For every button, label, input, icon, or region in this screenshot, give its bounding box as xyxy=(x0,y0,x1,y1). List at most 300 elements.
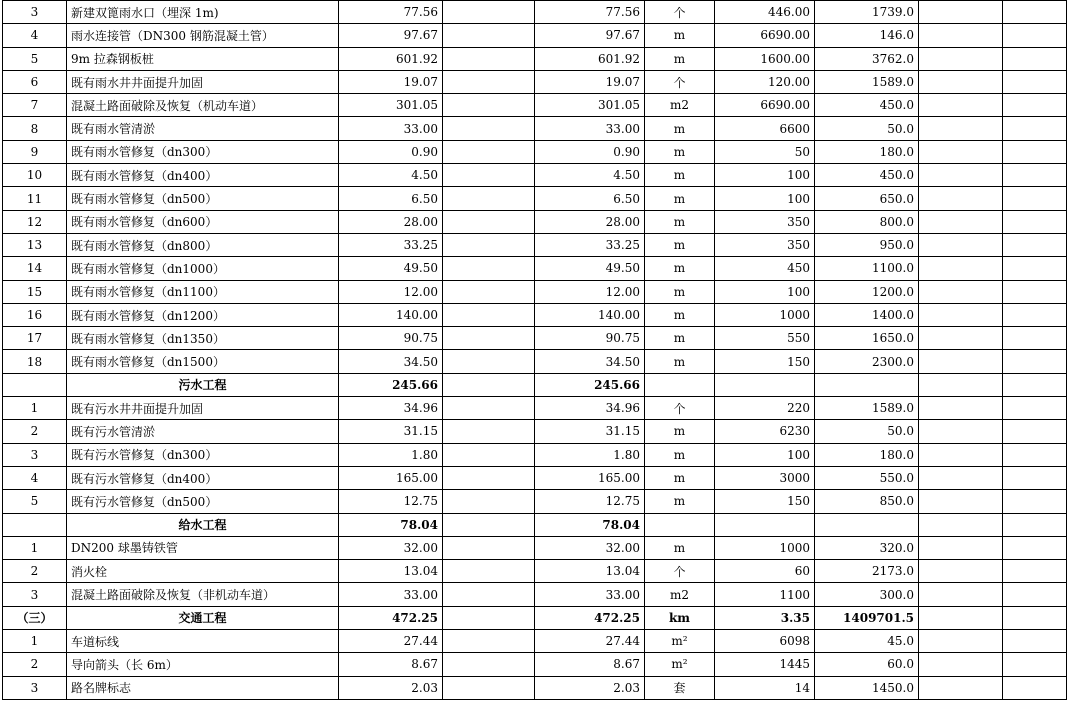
amount-blank-cell xyxy=(443,303,535,326)
table-row xyxy=(3,676,1067,699)
extra-col-1-cell xyxy=(919,443,1003,466)
unit-cell: m xyxy=(645,466,715,489)
unit-cell: m xyxy=(645,350,715,373)
amount-total-cell: 301.05 xyxy=(339,94,443,117)
extra-col-1-cell xyxy=(919,94,1003,117)
extra-col-2-cell xyxy=(1003,1,1067,24)
amount-total-cell: 77.56 xyxy=(339,1,443,24)
row-number-cell: 5 xyxy=(3,490,67,513)
unit-cell: m xyxy=(645,187,715,210)
amount-blank-cell xyxy=(443,653,535,676)
extra-col-1-cell xyxy=(919,420,1003,443)
amount-blank-cell xyxy=(443,443,535,466)
extra-col-2-cell xyxy=(1003,490,1067,513)
unit-cell xyxy=(645,373,715,396)
unit-price-cell: 2300.0 xyxy=(815,350,919,373)
amount-subtotal-cell: 34.50 xyxy=(535,350,645,373)
quantity-cell: 6690.00 xyxy=(715,94,815,117)
unit-price-cell: 1409701.5 xyxy=(815,606,919,629)
unit-price-cell: 45.0 xyxy=(815,630,919,653)
extra-col-2-cell xyxy=(1003,513,1067,536)
table-row xyxy=(3,630,1067,653)
amount-subtotal-cell: 245.66 xyxy=(535,373,645,396)
amount-blank-cell xyxy=(443,280,535,303)
row-number-cell: 17 xyxy=(3,327,67,350)
extra-col-1-cell xyxy=(919,303,1003,326)
row-number-cell: 13 xyxy=(3,233,67,256)
row-number-cell xyxy=(3,513,67,536)
row-number-cell: 11 xyxy=(3,187,67,210)
amount-total-cell: 4.50 xyxy=(339,164,443,187)
quantity-cell xyxy=(715,513,815,536)
amount-subtotal-cell: 27.44 xyxy=(535,630,645,653)
table-row xyxy=(3,233,1067,256)
extra-col-1-cell xyxy=(919,24,1003,47)
unit-price-cell: 1200.0 xyxy=(815,280,919,303)
table-row xyxy=(3,583,1067,606)
extra-col-1-cell xyxy=(919,513,1003,536)
amount-blank-cell xyxy=(443,210,535,233)
extra-col-1-cell xyxy=(919,280,1003,303)
extra-col-1-cell xyxy=(919,466,1003,489)
quantity-cell: 100 xyxy=(715,164,815,187)
table-row xyxy=(3,70,1067,93)
unit-price-cell: 3762.0 xyxy=(815,47,919,70)
quantity-cell: 450 xyxy=(715,257,815,280)
unit-cell: 个 xyxy=(645,70,715,93)
amount-subtotal-cell: 19.07 xyxy=(535,70,645,93)
amount-total-cell: 12.00 xyxy=(339,280,443,303)
amount-blank-cell xyxy=(443,397,535,420)
extra-col-2-cell xyxy=(1003,397,1067,420)
amount-total-cell: 6.50 xyxy=(339,187,443,210)
amount-blank-cell xyxy=(443,47,535,70)
row-number-cell: 9 xyxy=(3,140,67,163)
unit-price-cell: 180.0 xyxy=(815,443,919,466)
unit-cell: 个 xyxy=(645,560,715,583)
unit-cell: 个 xyxy=(645,1,715,24)
extra-col-1-cell xyxy=(919,210,1003,233)
row-number-cell: 16 xyxy=(3,303,67,326)
table-row xyxy=(3,94,1067,117)
unit-cell: m xyxy=(645,210,715,233)
extra-col-1-cell xyxy=(919,583,1003,606)
unit-cell: km xyxy=(645,606,715,629)
item-name-cell: 既有雨水管修复（dn600） xyxy=(67,210,339,233)
amount-total-cell: 33.25 xyxy=(339,233,443,256)
item-name-cell: 混凝土路面破除及恢复（非机动车道） xyxy=(67,583,339,606)
amount-subtotal-cell: 32.00 xyxy=(535,536,645,559)
item-name-cell: 既有污水管修复（dn500） xyxy=(67,490,339,513)
amount-subtotal-cell: 8.67 xyxy=(535,653,645,676)
unit-price-cell: 180.0 xyxy=(815,140,919,163)
item-name-cell: 既有雨水管修复（dn1350） xyxy=(67,327,339,350)
amount-blank-cell xyxy=(443,513,535,536)
amount-total-cell: 601.92 xyxy=(339,47,443,70)
extra-col-1-cell xyxy=(919,327,1003,350)
extra-col-2-cell xyxy=(1003,233,1067,256)
table-row xyxy=(3,420,1067,443)
item-name-cell: 既有雨水管修复（dn1200） xyxy=(67,303,339,326)
extra-col-2-cell xyxy=(1003,94,1067,117)
extra-col-2-cell xyxy=(1003,24,1067,47)
unit-price-cell: 50.0 xyxy=(815,117,919,140)
row-number-cell: 2 xyxy=(3,653,67,676)
amount-subtotal-cell: 33.00 xyxy=(535,117,645,140)
quantity-cell: 100 xyxy=(715,280,815,303)
amount-blank-cell xyxy=(443,164,535,187)
amount-subtotal-cell: 601.92 xyxy=(535,47,645,70)
row-number-cell: 6 xyxy=(3,70,67,93)
amount-subtotal-cell: 97.67 xyxy=(535,24,645,47)
amount-subtotal-cell: 140.00 xyxy=(535,303,645,326)
unit-cell xyxy=(645,513,715,536)
extra-col-1-cell xyxy=(919,536,1003,559)
amount-subtotal-cell: 33.25 xyxy=(535,233,645,256)
row-number-cell: 1 xyxy=(3,397,67,420)
unit-cell: m xyxy=(645,280,715,303)
amount-blank-cell xyxy=(443,257,535,280)
extra-col-2-cell xyxy=(1003,47,1067,70)
amount-blank-cell xyxy=(443,583,535,606)
extra-col-1-cell xyxy=(919,47,1003,70)
unit-price-cell xyxy=(815,373,919,396)
item-name-cell: 导向箭头（长 6m） xyxy=(67,653,339,676)
amount-total-cell: 31.15 xyxy=(339,420,443,443)
amount-blank-cell xyxy=(443,94,535,117)
unit-price-cell: 450.0 xyxy=(815,164,919,187)
quantity-cell: 1000 xyxy=(715,536,815,559)
row-number-cell: 2 xyxy=(3,420,67,443)
amount-blank-cell xyxy=(443,70,535,93)
table-row xyxy=(3,47,1067,70)
unit-cell: m2 xyxy=(645,94,715,117)
cost-estimate-table xyxy=(2,0,1067,700)
unit-cell: m xyxy=(645,327,715,350)
row-number-cell: 12 xyxy=(3,210,67,233)
unit-price-cell: 146.0 xyxy=(815,24,919,47)
amount-total-cell: 165.00 xyxy=(339,466,443,489)
unit-cell: m² xyxy=(645,630,715,653)
unit-price-cell: 450.0 xyxy=(815,94,919,117)
quantity-cell: 6690.00 xyxy=(715,24,815,47)
extra-col-1-cell xyxy=(919,187,1003,210)
item-name-cell: 消火栓 xyxy=(67,560,339,583)
extra-col-2-cell xyxy=(1003,117,1067,140)
quantity-cell: 446.00 xyxy=(715,1,815,24)
table-row xyxy=(3,653,1067,676)
item-name-cell: 混凝土路面破除及恢复（机动车道） xyxy=(67,94,339,117)
unit-price-cell: 1100.0 xyxy=(815,257,919,280)
amount-total-cell: 97.67 xyxy=(339,24,443,47)
quantity-cell: 100 xyxy=(715,443,815,466)
extra-col-1-cell xyxy=(919,490,1003,513)
item-name-cell: 既有雨水管修复（dn300） xyxy=(67,140,339,163)
table-row xyxy=(3,187,1067,210)
extra-col-1-cell xyxy=(919,560,1003,583)
amount-total-cell: 0.90 xyxy=(339,140,443,163)
unit-price-cell: 50.0 xyxy=(815,420,919,443)
amount-subtotal-cell: 77.56 xyxy=(535,1,645,24)
amount-blank-cell xyxy=(443,560,535,583)
table-row xyxy=(3,350,1067,373)
section-row xyxy=(3,513,1067,536)
extra-col-1-cell xyxy=(919,140,1003,163)
item-name-cell: 既有雨水管修复（dn1500） xyxy=(67,350,339,373)
amount-blank-cell xyxy=(443,676,535,699)
item-name-cell: 新建双篦雨水口（埋深 1m) xyxy=(67,1,339,24)
extra-col-1-cell xyxy=(919,373,1003,396)
extra-col-1-cell xyxy=(919,630,1003,653)
amount-subtotal-cell: 90.75 xyxy=(535,327,645,350)
row-number-cell: （三） xyxy=(3,606,67,629)
quantity-cell: 1600.00 xyxy=(715,47,815,70)
unit-price-cell: 1450.0 xyxy=(815,676,919,699)
unit-cell: 个 xyxy=(645,397,715,420)
extra-col-2-cell xyxy=(1003,303,1067,326)
amount-total-cell: 27.44 xyxy=(339,630,443,653)
table-row xyxy=(3,164,1067,187)
unit-cell: m xyxy=(645,303,715,326)
amount-blank-cell xyxy=(443,536,535,559)
extra-col-2-cell xyxy=(1003,373,1067,396)
table-row xyxy=(3,560,1067,583)
row-number-cell: 3 xyxy=(3,443,67,466)
row-number-cell: 4 xyxy=(3,24,67,47)
table-row xyxy=(3,466,1067,489)
amount-subtotal-cell: 1.80 xyxy=(535,443,645,466)
unit-price-cell: 1400.0 xyxy=(815,303,919,326)
amount-blank-cell xyxy=(443,490,535,513)
item-name-cell: 既有雨水管修复（dn1000） xyxy=(67,257,339,280)
amount-total-cell: 49.50 xyxy=(339,257,443,280)
row-number-cell: 2 xyxy=(3,560,67,583)
quantity-cell: 3.35 xyxy=(715,606,815,629)
unit-price-cell: 800.0 xyxy=(815,210,919,233)
amount-total-cell: 245.66 xyxy=(339,373,443,396)
extra-col-2-cell xyxy=(1003,443,1067,466)
item-name-cell: 雨水连接管（DN300 钢筋混凝土管） xyxy=(67,24,339,47)
extra-col-2-cell xyxy=(1003,653,1067,676)
unit-price-cell: 60.0 xyxy=(815,653,919,676)
amount-total-cell: 8.67 xyxy=(339,653,443,676)
extra-col-1-cell xyxy=(919,397,1003,420)
row-number-cell: 4 xyxy=(3,466,67,489)
amount-total-cell: 12.75 xyxy=(339,490,443,513)
amount-blank-cell xyxy=(443,24,535,47)
unit-cell: m xyxy=(645,490,715,513)
unit-price-cell: 550.0 xyxy=(815,466,919,489)
quantity-cell: 6230 xyxy=(715,420,815,443)
row-number-cell: 1 xyxy=(3,536,67,559)
table-row xyxy=(3,327,1067,350)
unit-price-cell: 950.0 xyxy=(815,233,919,256)
amount-subtotal-cell: 28.00 xyxy=(535,210,645,233)
unit-price-cell: 1589.0 xyxy=(815,70,919,93)
amount-subtotal-cell: 34.96 xyxy=(535,397,645,420)
row-number-cell: 5 xyxy=(3,47,67,70)
amount-subtotal-cell: 301.05 xyxy=(535,94,645,117)
amount-blank-cell xyxy=(443,373,535,396)
item-name-cell: 既有雨水管修复（dn500） xyxy=(67,187,339,210)
amount-subtotal-cell: 49.50 xyxy=(535,257,645,280)
item-name-cell: DN200 球墨铸铁管 xyxy=(67,536,339,559)
amount-total-cell: 28.00 xyxy=(339,210,443,233)
quantity-cell: 150 xyxy=(715,490,815,513)
item-name-cell: 9m 拉森钢板桩 xyxy=(67,47,339,70)
extra-col-2-cell xyxy=(1003,630,1067,653)
extra-col-2-cell xyxy=(1003,257,1067,280)
extra-col-1-cell xyxy=(919,1,1003,24)
amount-blank-cell xyxy=(443,606,535,629)
unit-price-cell: 1650.0 xyxy=(815,327,919,350)
quantity-cell: 3000 xyxy=(715,466,815,489)
unit-cell: m2 xyxy=(645,583,715,606)
unit-cell: m² xyxy=(645,653,715,676)
item-name-cell: 既有污水管修复（dn400） xyxy=(67,466,339,489)
table-row xyxy=(3,397,1067,420)
amount-total-cell: 19.07 xyxy=(339,70,443,93)
unit-cell: m xyxy=(645,257,715,280)
extra-col-1-cell xyxy=(919,117,1003,140)
item-name-cell: 车道标线 xyxy=(67,630,339,653)
table-row xyxy=(3,24,1067,47)
table-row xyxy=(3,210,1067,233)
amount-blank-cell xyxy=(443,233,535,256)
unit-price-cell: 320.0 xyxy=(815,536,919,559)
unit-price-cell: 650.0 xyxy=(815,187,919,210)
unit-cell: m xyxy=(645,140,715,163)
unit-cell: m xyxy=(645,536,715,559)
unit-cell: m xyxy=(645,443,715,466)
amount-total-cell: 78.04 xyxy=(339,513,443,536)
section-row xyxy=(3,606,1067,629)
amount-blank-cell xyxy=(443,140,535,163)
amount-total-cell: 13.04 xyxy=(339,560,443,583)
unit-price-cell: 850.0 xyxy=(815,490,919,513)
extra-col-2-cell xyxy=(1003,420,1067,443)
quantity-cell: 14 xyxy=(715,676,815,699)
row-number-cell: 3 xyxy=(3,676,67,699)
amount-subtotal-cell: 2.03 xyxy=(535,676,645,699)
unit-price-cell: 1739.0 xyxy=(815,1,919,24)
extra-col-2-cell xyxy=(1003,327,1067,350)
extra-col-1-cell xyxy=(919,653,1003,676)
quantity-cell: 350 xyxy=(715,210,815,233)
amount-subtotal-cell: 78.04 xyxy=(535,513,645,536)
table-row xyxy=(3,536,1067,559)
amount-blank-cell xyxy=(443,1,535,24)
amount-subtotal-cell: 31.15 xyxy=(535,420,645,443)
row-number-cell: 3 xyxy=(3,583,67,606)
amount-total-cell: 2.03 xyxy=(339,676,443,699)
unit-cell: m xyxy=(645,164,715,187)
amount-subtotal-cell: 12.00 xyxy=(535,280,645,303)
amount-total-cell: 140.00 xyxy=(339,303,443,326)
table-row xyxy=(3,117,1067,140)
amount-total-cell: 34.96 xyxy=(339,397,443,420)
row-number-cell: 3 xyxy=(3,1,67,24)
section-row xyxy=(3,373,1067,396)
unit-cell: 套 xyxy=(645,676,715,699)
quantity-cell: 220 xyxy=(715,397,815,420)
unit-price-cell xyxy=(815,513,919,536)
quantity-cell: 1000 xyxy=(715,303,815,326)
item-name-cell: 既有雨水管修复（dn1100） xyxy=(67,280,339,303)
item-name-cell: 既有雨水管清淤 xyxy=(67,117,339,140)
amount-total-cell: 1.80 xyxy=(339,443,443,466)
extra-col-2-cell xyxy=(1003,140,1067,163)
amount-total-cell: 32.00 xyxy=(339,536,443,559)
quantity-cell: 100 xyxy=(715,187,815,210)
table-row xyxy=(3,490,1067,513)
amount-subtotal-cell: 165.00 xyxy=(535,466,645,489)
item-name-cell: 既有污水管清淤 xyxy=(67,420,339,443)
amount-blank-cell xyxy=(443,466,535,489)
amount-subtotal-cell: 6.50 xyxy=(535,187,645,210)
amount-total-cell: 34.50 xyxy=(339,350,443,373)
extra-col-1-cell xyxy=(919,164,1003,187)
amount-blank-cell xyxy=(443,187,535,210)
row-number-cell: 8 xyxy=(3,117,67,140)
row-number-cell: 18 xyxy=(3,350,67,373)
unit-cell: m xyxy=(645,233,715,256)
quantity-cell: 60 xyxy=(715,560,815,583)
quantity-cell: 50 xyxy=(715,140,815,163)
row-number-cell: 14 xyxy=(3,257,67,280)
row-number-cell: 1 xyxy=(3,630,67,653)
item-name-cell: 既有雨水井井面提升加固 xyxy=(67,70,339,93)
extra-col-2-cell xyxy=(1003,350,1067,373)
table-body xyxy=(3,1,1067,700)
row-number-cell: 10 xyxy=(3,164,67,187)
extra-col-2-cell xyxy=(1003,164,1067,187)
amount-subtotal-cell: 33.00 xyxy=(535,583,645,606)
table-row xyxy=(3,257,1067,280)
extra-col-2-cell xyxy=(1003,676,1067,699)
extra-col-1-cell xyxy=(919,257,1003,280)
quantity-cell: 1445 xyxy=(715,653,815,676)
amount-subtotal-cell: 12.75 xyxy=(535,490,645,513)
extra-col-2-cell xyxy=(1003,210,1067,233)
unit-cell: m xyxy=(645,420,715,443)
quantity-cell: 150 xyxy=(715,350,815,373)
unit-price-cell: 300.0 xyxy=(815,583,919,606)
table-row xyxy=(3,303,1067,326)
amount-subtotal-cell: 4.50 xyxy=(535,164,645,187)
item-name-cell: 既有污水管修复（dn300） xyxy=(67,443,339,466)
amount-subtotal-cell: 13.04 xyxy=(535,560,645,583)
item-name-cell: 路名牌标志 xyxy=(67,676,339,699)
extra-col-1-cell xyxy=(919,606,1003,629)
extra-col-2-cell xyxy=(1003,560,1067,583)
row-number-cell: 7 xyxy=(3,94,67,117)
amount-subtotal-cell: 472.25 xyxy=(535,606,645,629)
table-row xyxy=(3,280,1067,303)
amount-total-cell: 33.00 xyxy=(339,117,443,140)
unit-cell: m xyxy=(645,24,715,47)
quantity-cell: 350 xyxy=(715,233,815,256)
table-row xyxy=(3,443,1067,466)
amount-total-cell: 90.75 xyxy=(339,327,443,350)
unit-cell: m xyxy=(645,117,715,140)
quantity-cell: 550 xyxy=(715,327,815,350)
item-name-cell: 既有污水井井面提升加固 xyxy=(67,397,339,420)
quantity-cell: 120.00 xyxy=(715,70,815,93)
extra-col-2-cell xyxy=(1003,536,1067,559)
extra-col-1-cell xyxy=(919,350,1003,373)
amount-blank-cell xyxy=(443,350,535,373)
